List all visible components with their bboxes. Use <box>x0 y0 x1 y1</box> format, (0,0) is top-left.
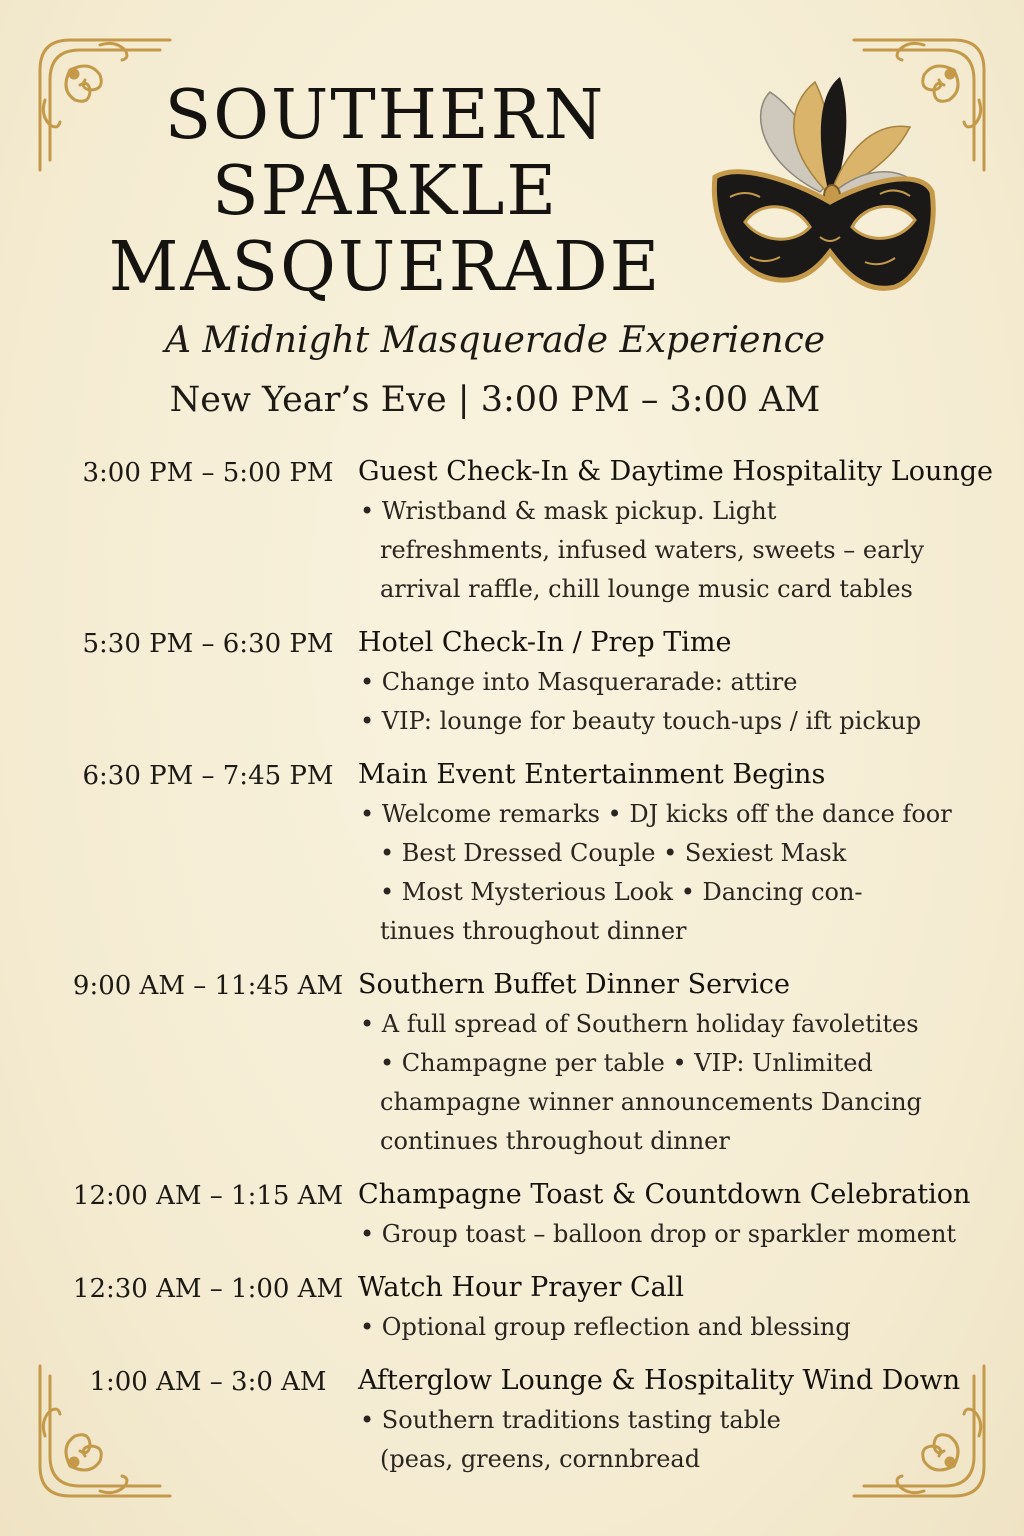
schedule-time: 3:00 PM – 5:00 PM <box>82 458 334 488</box>
schedule-time: 12:30 AM – 1:00 AM <box>72 1274 344 1304</box>
schedule-line: champagne winner announcements Dancing <box>380 1088 922 1116</box>
schedule-line: • Group toast – balloon drop or sparkler moment <box>360 1220 957 1248</box>
subtitle: A Midnight Masquerade Experience <box>164 320 826 361</box>
schedule-item <box>58 1175 998 1254</box>
schedule-detail <box>358 623 998 741</box>
page-title <box>100 78 670 306</box>
schedule-title: Champagne Toast & Countdown Celebration <box>358 1179 971 1210</box>
schedule-title: Main Event Entertainment Begins <box>358 759 826 790</box>
masquerade-mask-icon <box>700 72 940 312</box>
schedule-title: Southern Buffet Dinner Service <box>358 969 790 1000</box>
schedule-line: • Optional group reflection and blessing <box>360 1313 851 1341</box>
schedule-item <box>58 1361 998 1479</box>
schedule-line: • VIP: lounge for beauty touch-ups / ift pickup <box>360 707 922 735</box>
schedule-title: Guest Check-In & Daytime Hospitality Lounge <box>358 456 993 487</box>
schedule-line: arrival raffle, chill lounge music card tables <box>380 575 913 603</box>
schedule-line: continues throughout dinner <box>380 1127 730 1155</box>
schedule-detail <box>358 1361 998 1479</box>
schedule-detail <box>358 1268 998 1347</box>
schedule-item <box>58 1268 998 1347</box>
schedule-item <box>58 965 998 1161</box>
schedule-item <box>58 623 998 741</box>
schedule-time: 5:30 PM – 6:30 PM <box>82 629 334 659</box>
schedule-line: • Southern traditions tasting table <box>360 1406 781 1434</box>
schedule-title: Watch Hour Prayer Call <box>358 1272 685 1303</box>
schedule-title: Afterglow Lounge & Hospitality Wind Down <box>358 1365 961 1396</box>
schedule-title: Hotel Check-In / Prep Time <box>358 627 732 658</box>
schedule-detail <box>358 965 998 1161</box>
event-date-time: New Year’s Eve | 3:00 PM – 3:00 AM <box>169 380 821 420</box>
schedule-line: tinues throughout dinner <box>380 917 687 945</box>
schedule-line: • Best Dressed Couple • Sexiest Mask <box>380 839 847 867</box>
schedule-line: • Welcome remarks • DJ kicks off the dance foor <box>360 800 952 828</box>
schedule-line: • Wristband & mask pickup. Light <box>360 497 777 525</box>
schedule-time: 1:00 AM – 3:0 AM <box>89 1367 327 1397</box>
schedule-line: (peas, greens, cornnbread <box>380 1445 701 1473</box>
schedule-item <box>58 452 998 609</box>
schedule-time: 12:00 AM – 1:15 AM <box>72 1181 344 1211</box>
title-line: MASQUERADE <box>108 228 662 307</box>
schedule-time: 9:00 AM – 11:45 AM <box>72 971 344 1001</box>
schedule-detail <box>358 755 998 951</box>
schedule-line: • A full spread of Southern holiday favoletites <box>360 1010 919 1038</box>
schedule-line: • Most Mysterious Look • Dancing con- <box>380 878 863 906</box>
schedule-line: • Change into Masquerarade: attire <box>360 668 798 696</box>
schedule-line: • Champagne per table • VIP: Unlimited <box>380 1049 873 1077</box>
schedule-detail <box>358 1175 998 1254</box>
schedule-list <box>58 452 998 1493</box>
title-line: SOUTHERN <box>164 76 606 155</box>
schedule-line: refreshments, infused waters, sweets – early <box>380 536 925 564</box>
schedule-time: 6:30 PM – 7:45 PM <box>82 761 334 791</box>
title-line: SPARKLE <box>212 152 558 231</box>
schedule-item <box>58 755 998 951</box>
schedule-detail <box>358 452 998 609</box>
